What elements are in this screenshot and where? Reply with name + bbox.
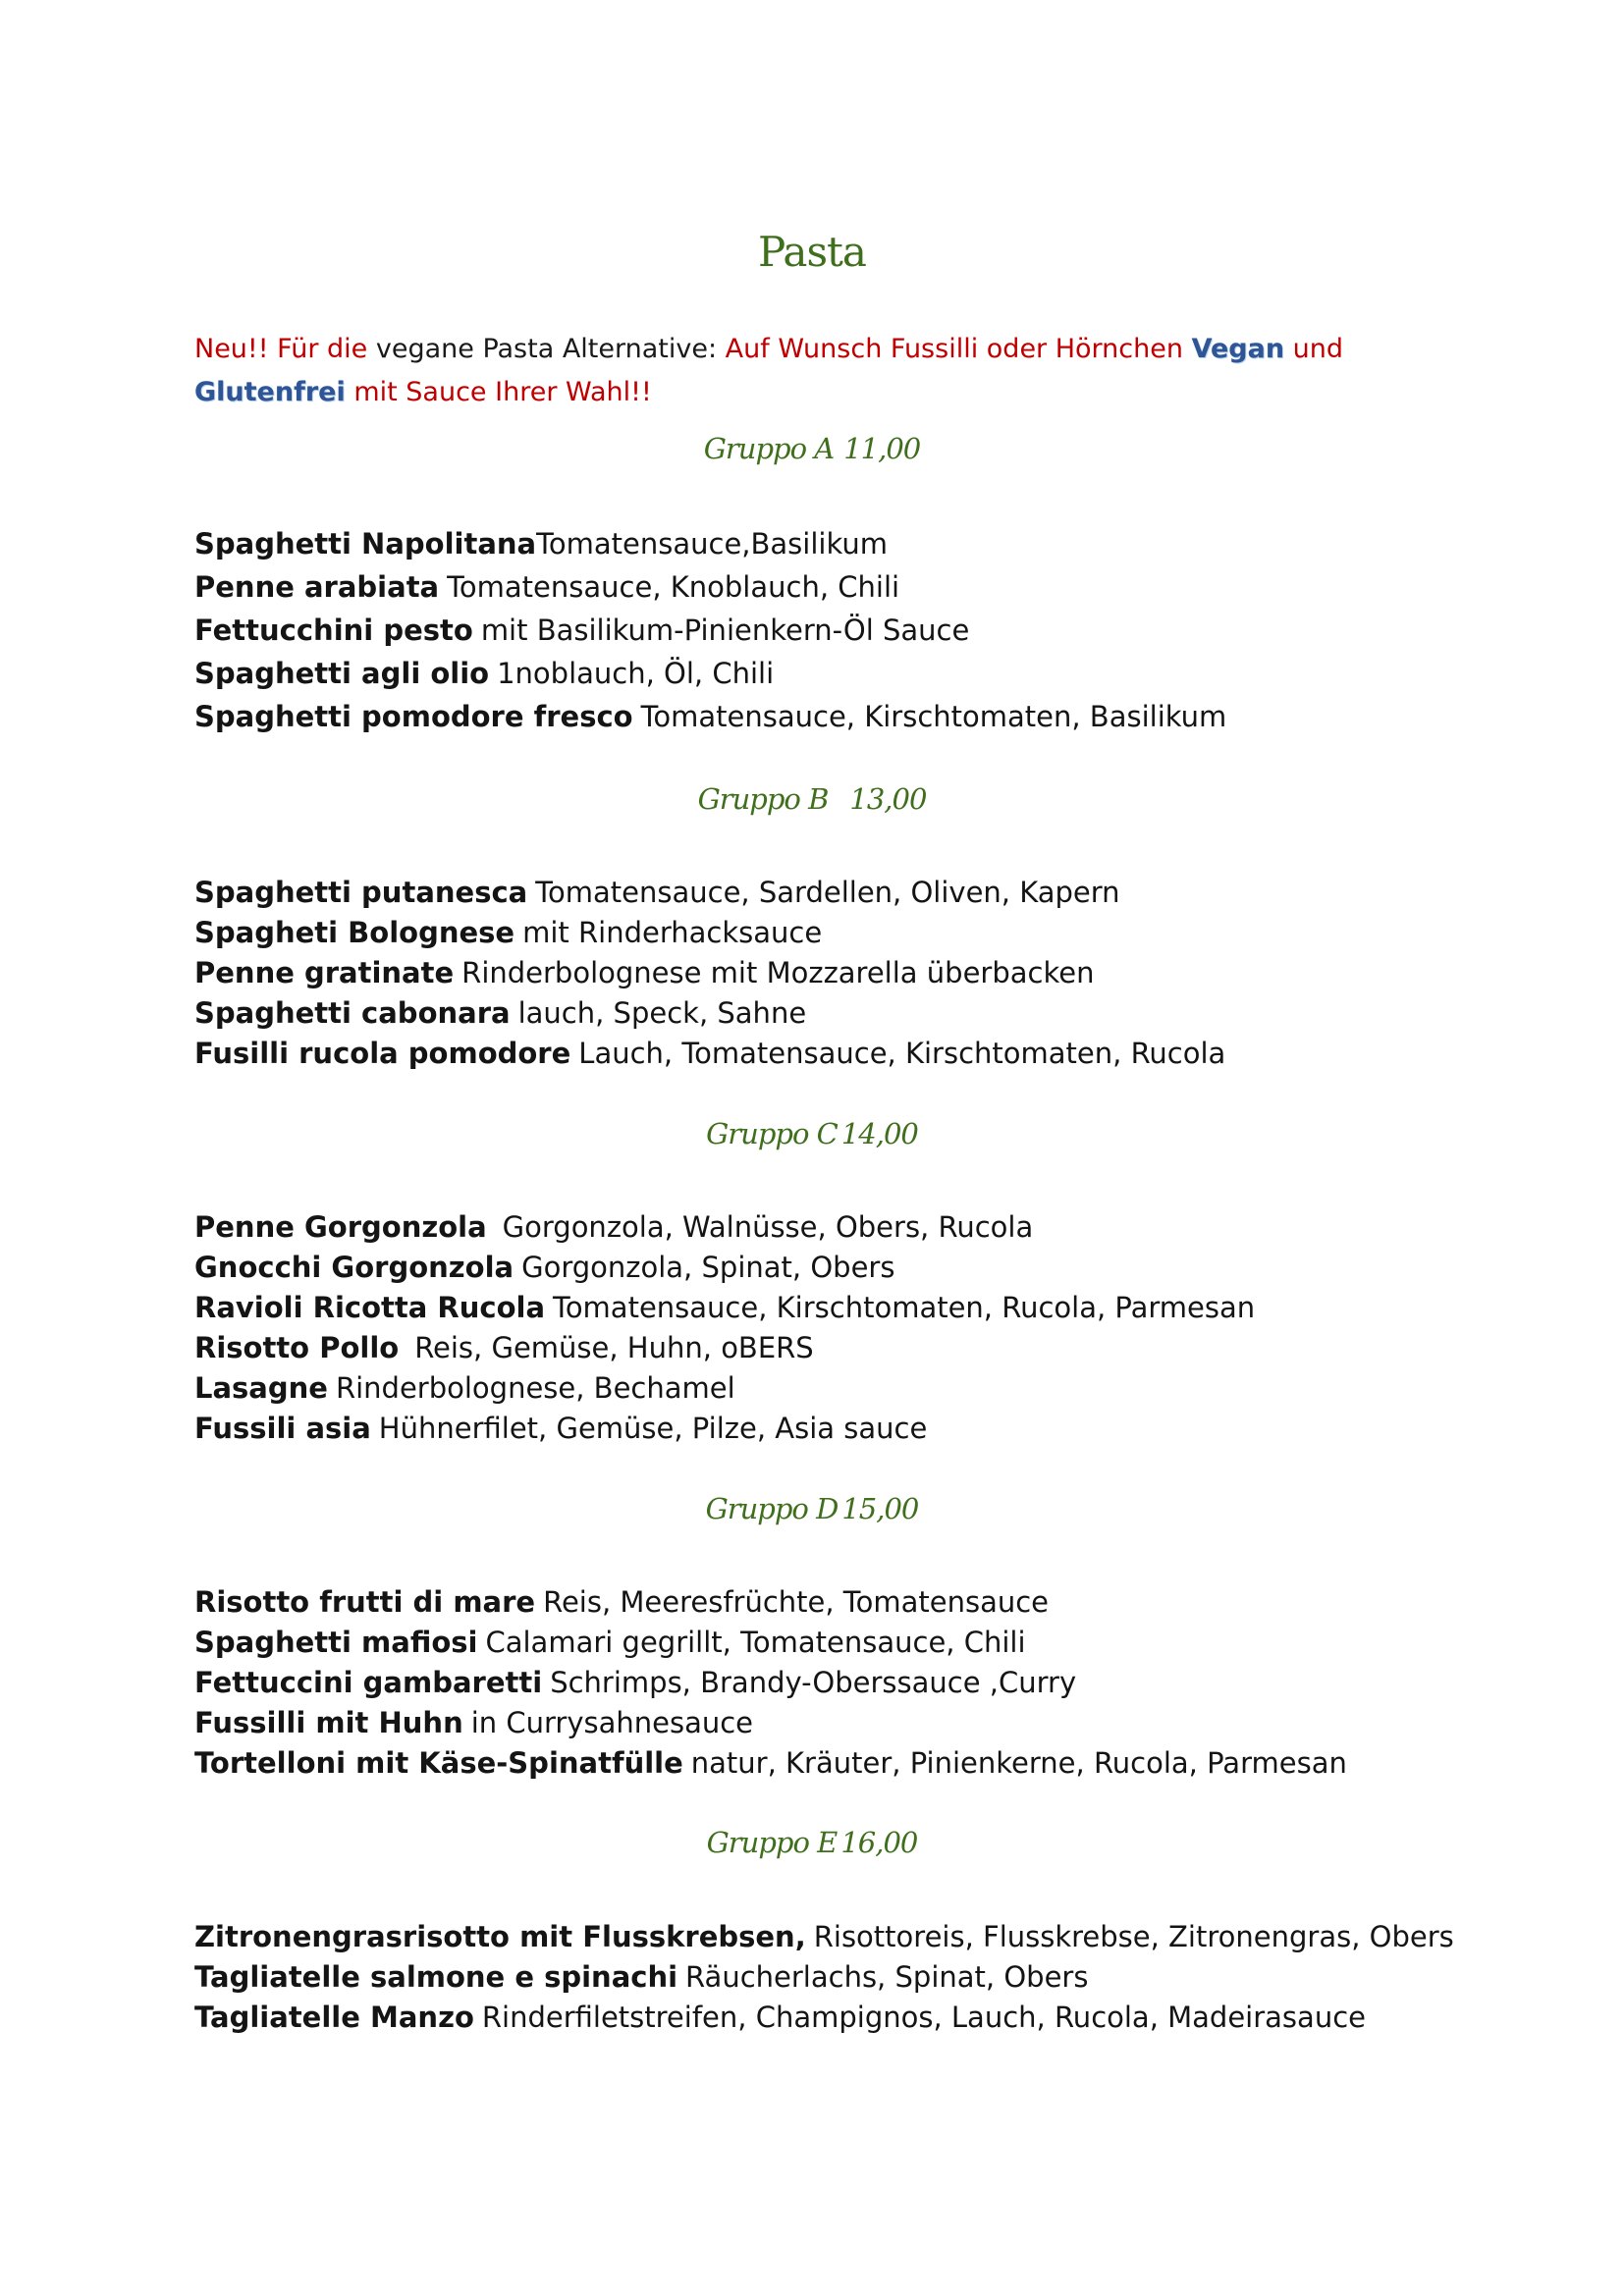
group-a-items: [194, 522, 1471, 738]
group-label: Gruppo C: [706, 1117, 838, 1150]
menu-item: [194, 1368, 1471, 1409]
group-heading-b: [0, 782, 1624, 816]
menu-item: [194, 1034, 1471, 1074]
item-name: Fettucchini pesto: [194, 614, 473, 647]
item-name: Penne Gorgonzola: [194, 1210, 487, 1244]
notice-text-2: vegane Pasta Alternative:: [375, 334, 718, 364]
group-price: 11,00: [843, 432, 921, 465]
item-name: Spaghetti pomodore fresco: [194, 700, 633, 733]
group-e-items: [194, 1917, 1471, 2038]
menu-item: [194, 1582, 1471, 1623]
glutenfrei-label: Glutenfrei: [194, 377, 346, 407]
menu-item: [194, 1288, 1471, 1328]
menu-item: [194, 1917, 1471, 1957]
menu-item: [194, 1703, 1471, 1743]
item-name: Tortelloni mit Käse-Spinatfülle: [194, 1746, 683, 1780]
notice-text-4: mit Sauce Ihrer Wahl!!: [353, 377, 652, 407]
item-description: mit Basilikum-Pinienkern-Öl Sauce: [480, 614, 970, 647]
group-label: Gruppo A: [703, 432, 835, 465]
menu-item: [194, 565, 1471, 609]
group-price: 14,00: [840, 1117, 918, 1150]
item-description: Hühnerfilet, Gemüse, Pilze, Asia sauce: [378, 1412, 928, 1445]
item-description: Tomatensauce, Sardellen, Oliven, Kapern: [535, 876, 1120, 909]
item-name: Spagheti Bolognese: [194, 916, 515, 949]
item-description: Tomatensauce, Knoblauch, Chili: [447, 570, 900, 604]
item-name: Fussili asia: [194, 1412, 371, 1445]
item-description: Reis, Meeresfrüchte, Tomatensauce: [543, 1585, 1049, 1619]
menu-item: [194, 1998, 1471, 2038]
menu-item: [194, 1328, 1471, 1368]
menu-item: [194, 1743, 1471, 1784]
item-description: Gorgonzola, Walnüsse, Obers, Rucola: [502, 1210, 1034, 1244]
item-description: Tomatensauce, Kirschtomaten, Basilikum: [640, 700, 1227, 733]
item-name: Lasagne: [194, 1371, 328, 1405]
item-name: Spaghetti agli olio: [194, 657, 490, 690]
group-heading-e: [0, 1826, 1624, 1859]
item-name: Zitronengrasrisotto mit Flusskrebsen,: [194, 1920, 806, 1953]
item-name: Risotto Pollo: [194, 1331, 400, 1364]
item-name: Penne gratinate: [194, 956, 455, 989]
item-description: Schrimps, Brandy-Oberssauce ,Curry: [550, 1666, 1077, 1699]
menu-item: [194, 1623, 1471, 1663]
item-name: Gnocchi Gorgonzola: [194, 1251, 514, 1284]
item-description: 1noblauch, Öl, Chili: [497, 657, 775, 690]
vegan-notice: [194, 328, 1471, 414]
item-description: mit Rinderhacksauce: [522, 916, 823, 949]
item-name: Ravioli Ricotta Rucola: [194, 1291, 546, 1324]
group-price: 16,00: [840, 1826, 918, 1859]
notice-text-1: Neu!! Für die: [194, 334, 368, 364]
item-description: lauch, Speck, Sahne: [517, 996, 807, 1030]
menu-item: [194, 609, 1471, 652]
item-name: Fettuccini gambaretti: [194, 1666, 543, 1699]
item-name: Spaghetti putanesca: [194, 876, 528, 909]
vegan-label: Vegan: [1191, 334, 1285, 364]
group-c-items: [194, 1207, 1471, 1449]
item-name: Spaghetti mafiosi: [194, 1626, 478, 1659]
item-name: Risotto frutti di mare: [194, 1585, 536, 1619]
page-title: Pasta: [758, 228, 866, 276]
item-name: Spaghetti cabonara: [194, 996, 511, 1030]
menu-item: [194, 522, 1471, 565]
group-d-items: [194, 1582, 1471, 1784]
item-description: Calamari gegrillt, Tomatensauce, Chili: [485, 1626, 1026, 1659]
item-description: Rinderbolognese mit Mozzarella überbacken: [461, 956, 1095, 989]
item-description: in Currysahnesauce: [470, 1706, 754, 1739]
menu-item: [194, 1409, 1471, 1449]
item-name: Fussilli mit Huhn: [194, 1706, 463, 1739]
menu-item: [194, 1248, 1471, 1288]
item-description: Rinderfiletstreifen, Champignos, Lauch, Rucola, Madeirasauce: [481, 2001, 1366, 2034]
menu-item: [194, 652, 1471, 695]
item-description: Reis, Gemüse, Huhn, oBERS: [414, 1331, 814, 1364]
menu-item: [194, 1207, 1471, 1248]
menu-item: [194, 913, 1471, 953]
item-name: Fusilli rucola pomodore: [194, 1037, 571, 1070]
group-label: Gruppo D: [705, 1492, 839, 1525]
group-price: 13,00: [849, 782, 927, 816]
menu-item: [194, 1957, 1471, 1998]
notice-text-3: Auf Wunsch Fussilli oder Hörnchen: [725, 334, 1183, 364]
group-heading-a: [0, 432, 1624, 465]
group-heading-c: [0, 1117, 1624, 1150]
item-description: Tomatensauce,Basilikum: [536, 527, 888, 561]
menu-item: [194, 695, 1471, 738]
item-description: Gorgonzola, Spinat, Obers: [521, 1251, 895, 1284]
item-name: Penne arabiata: [194, 570, 440, 604]
item-description: Räucherlachs, Spinat, Obers: [685, 1960, 1089, 1994]
item-description: natur, Kräuter, Pinienkerne, Rucola, Parmesan: [690, 1746, 1347, 1780]
group-heading-d: [0, 1492, 1624, 1525]
item-name: Tagliatelle Manzo: [194, 2001, 474, 2034]
item-description: Rinderbolognese, Bechamel: [335, 1371, 735, 1405]
menu-item: [194, 953, 1471, 993]
item-description: Tomatensauce, Kirschtomaten, Rucola, Parmesan: [553, 1291, 1256, 1324]
group-price: 15,00: [841, 1492, 919, 1525]
menu-item: [194, 873, 1471, 913]
menu-item: [194, 993, 1471, 1034]
item-description: Risottoreis, Flusskrebse, Zitronengras, Obers: [813, 1920, 1454, 1953]
item-name: Tagliatelle salmone e spinachi: [194, 1960, 678, 1994]
group-label: Gruppo E: [706, 1826, 838, 1859]
item-name: Spaghetti Napolitana: [194, 527, 537, 561]
group-b-items: [194, 873, 1471, 1074]
item-description: Lauch, Tomatensauce, Kirschtomaten, Rucola: [578, 1037, 1226, 1070]
notice-und: und: [1292, 334, 1344, 364]
menu-item: [194, 1663, 1471, 1703]
group-label: Gruppo B: [697, 782, 829, 816]
